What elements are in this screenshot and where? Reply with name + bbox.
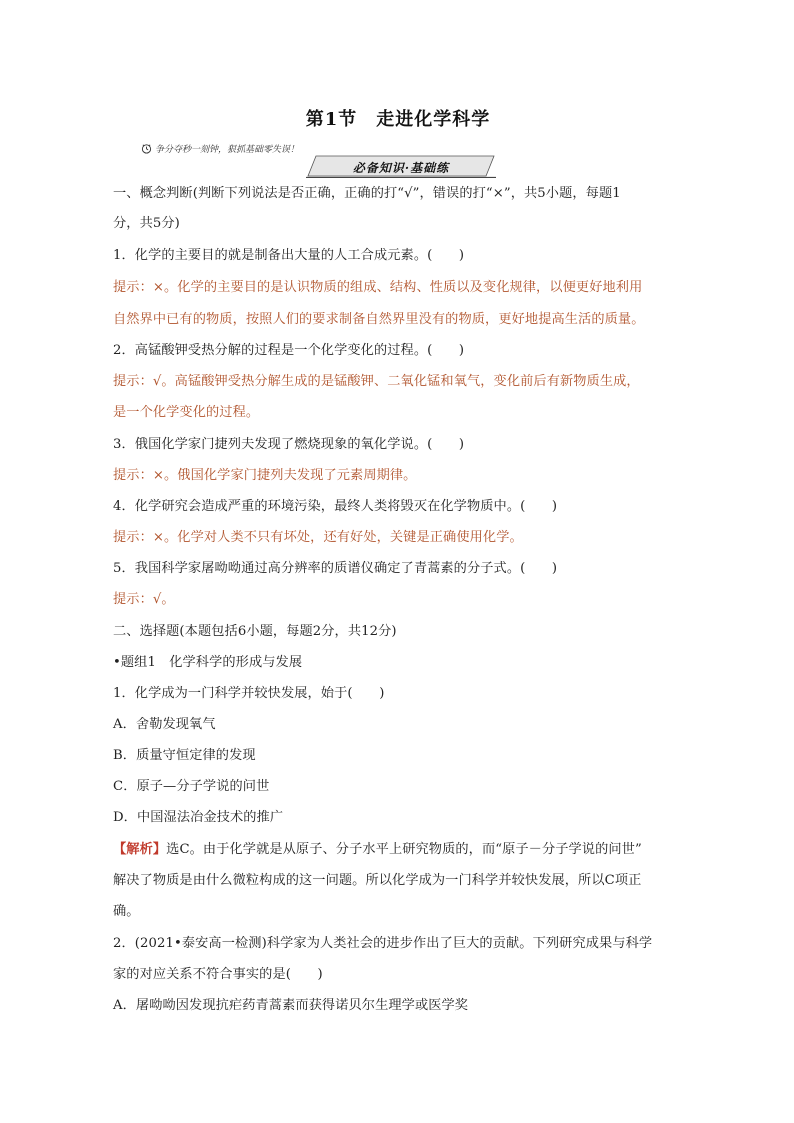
mcq-1-analysis: 解决了物质是由什么微粒构成的这一问题。所以化学成为一门科学并较快发展，所以C项正 xyxy=(113,873,642,888)
hint-1: 提示：×。化学的主要目的是认识物质的组成、结构、性质以及变化规律，以便更好地利用 xyxy=(113,280,643,295)
mcq-1-option-b: B．质量守恒定律的发现 xyxy=(113,748,256,763)
analysis-label: 【解析】 xyxy=(113,842,167,857)
hint-3: 提示：×。俄国化学家门捷列夫发现了元素周期律。 xyxy=(113,468,417,483)
question-1: 1．化学的主要目的就是制备出大量的人工合成元素。( ) xyxy=(113,248,465,263)
question-4: 4．化学研究会造成严重的环境污染，最终人类将毁灭在化学物质中。( ) xyxy=(113,499,558,514)
section1-heading: 分，共5分) xyxy=(113,216,180,231)
mcq-2-stem: 家的对应关系不符合事实的是( ) xyxy=(113,967,323,982)
hint-5: 提示：√。 xyxy=(113,592,175,607)
page-title: 第1节 走进化学科学 xyxy=(305,109,491,130)
question-2: 2．高锰酸钾受热分解的过程是一个化学变化的过程。( ) xyxy=(113,343,465,358)
banner-motto xyxy=(141,142,299,155)
section-banner xyxy=(141,142,571,180)
mcq-1-option-a: A．舍勒发现氧气 xyxy=(113,717,216,732)
mcq-1-analysis xyxy=(113,840,683,860)
hint-4: 提示：×。化学对人类不只有坏处，还有好处，关键是正确使用化学。 xyxy=(113,530,523,545)
question-3: 3．俄国化学家门捷列夫发现了燃烧现象的氧化学说。( ) xyxy=(113,437,465,452)
hint-2: 提示：√。高锰酸钾受热分解生成的是锰酸钾、二氧化锰和氧气，变化前后有新物质生成， xyxy=(113,374,640,389)
question-group-1: •题组1 化学科学的形成与发展 xyxy=(113,655,303,670)
mcq-1-option-d: D．中国湿法冶金技术的推广 xyxy=(113,810,284,825)
hint-1: 自然界中已有的物质，按照人们的要求制备自然界里没有的物质，更好地提高生活的质量。 xyxy=(113,312,645,327)
mcq-2-option-a: A．屠呦呦因发现抗疟药青蒿素而获得诺贝尔生理学或医学奖 xyxy=(113,998,469,1013)
mcq-1-analysis: 确。 xyxy=(113,904,140,919)
mcq-1-stem: 1．化学成为一门科学并较快发展，始于( ) xyxy=(113,686,385,701)
mcq-2-stem: 2．(2021•泰安高一检测)科学家为人类社会的进步作出了巨大的贡献。下列研究成果与科学 xyxy=(113,936,653,951)
motto-text: 争分夺秒一刻钟，狠抓基础零失误！ xyxy=(155,145,300,155)
hint-2: 是一个化学变化的过程。 xyxy=(113,405,260,420)
section2-heading: 二、选择题(本题包括6小题，每题2分，共12分) xyxy=(113,624,397,639)
analysis-text: 选C。由于化学就是从原子、分子水平上研究物质的，而“原子－分子学说的问世” xyxy=(166,842,642,857)
question-5: 5．我国科学家屠呦呦通过高分辨率的质谱仪确定了青蒿素的分子式。( ) xyxy=(113,561,558,576)
clock-icon xyxy=(141,143,152,154)
mcq-1-option-c: C．原子—分子学说的问世 xyxy=(113,779,270,794)
section-badge: 必备知识·基础练 xyxy=(352,160,450,175)
section1-heading: 一、概念判断(判断下列说法是否正确，正确的打“√”，错误的打“×”，共5小题，每题1 xyxy=(113,186,621,201)
